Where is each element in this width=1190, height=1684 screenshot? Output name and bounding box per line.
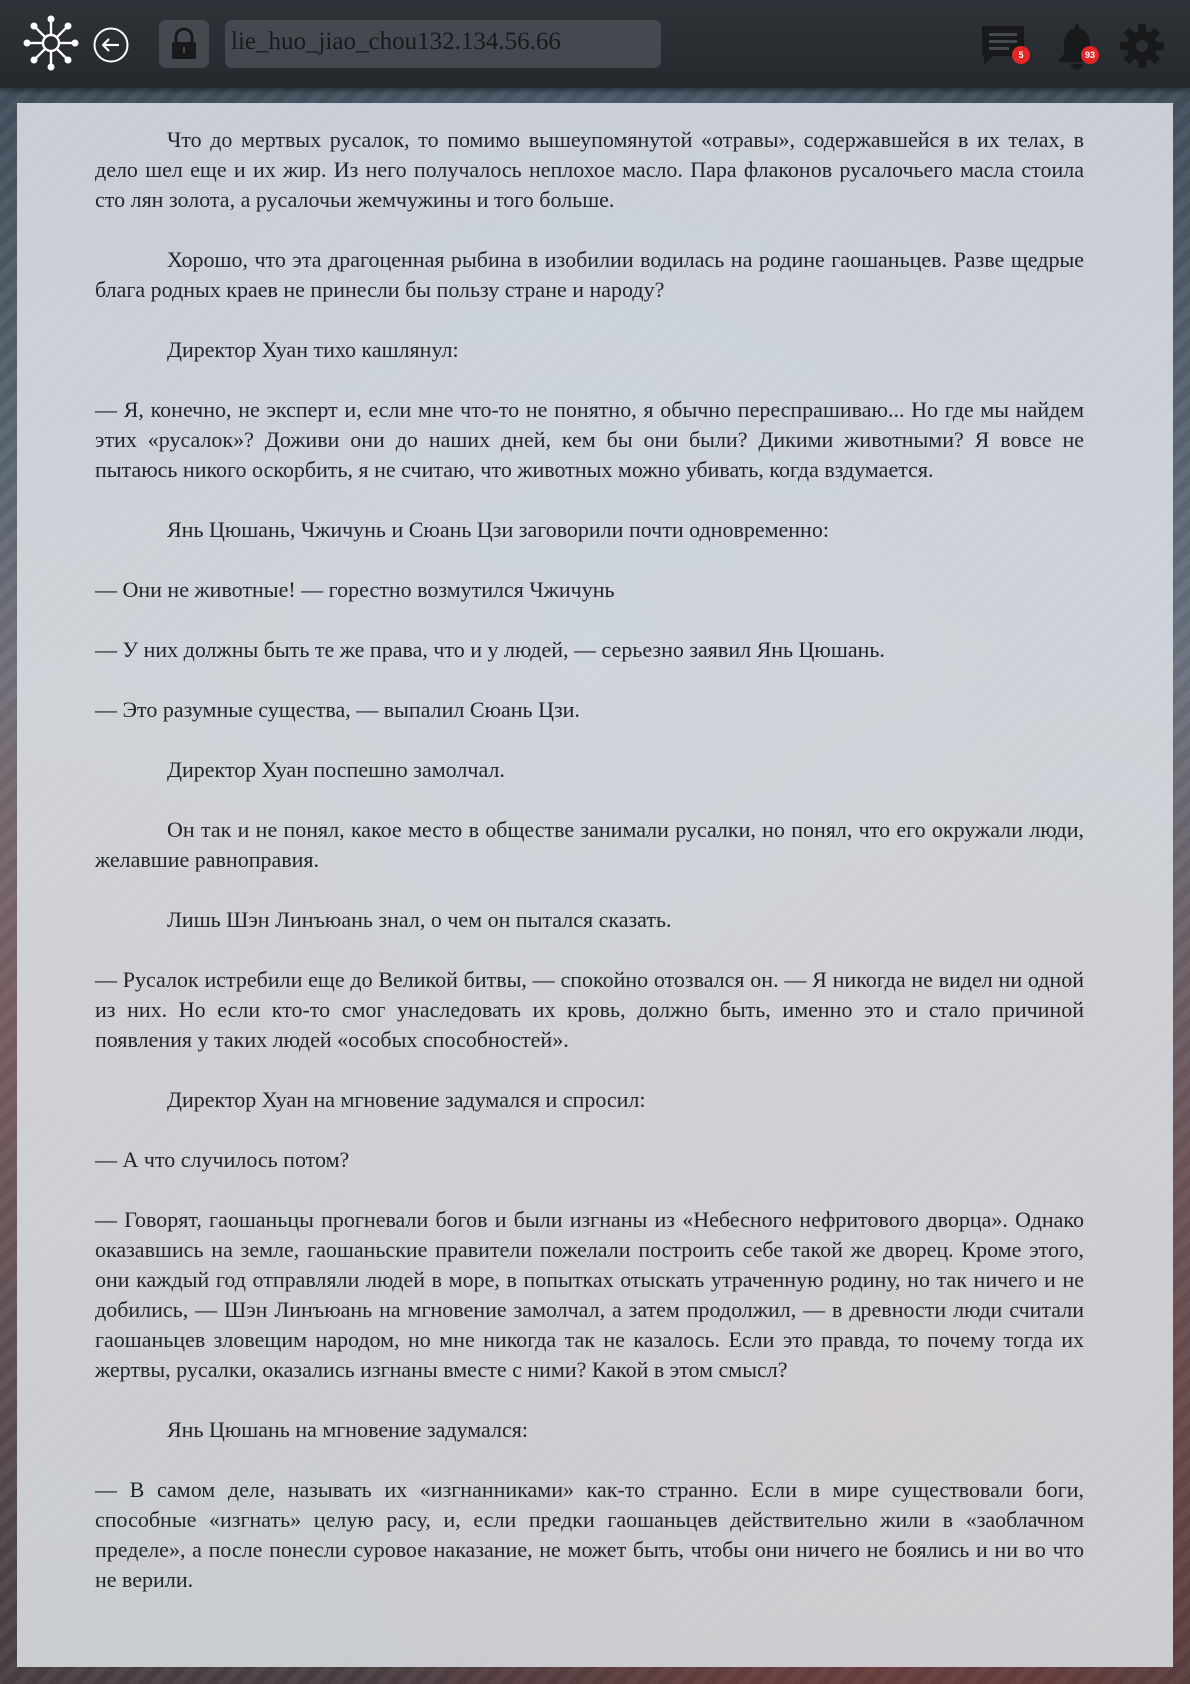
paragraph: Лишь Шэн Линъюань знал, о чем он пытался сказать.	[167, 907, 672, 932]
paragraph: Директор Хуан поспешно замолчал.	[167, 757, 505, 782]
paragraph: Янь Цюшань на мгновение задумался:	[167, 1417, 528, 1442]
paragraph: Янь Цюшань, Чжичунь и Сюань Цзи заговорили почти одновременно:	[167, 517, 829, 542]
top-bar	[0, 0, 1190, 88]
paragraph: — Я, конечно, не эксперт и, если мне что-то не понятно, я обычно переспрашиваю... Но где мы найдем этих «русалок»? Доживи они до наших дней, кем бы они были? Дикими животными? Я вовсе не пытаюсь никого оскорбить, я не считаю, что животных можно убивать, когда вздумается.	[95, 397, 1084, 482]
paragraph: Директор Хуан тихо кашлянул:	[167, 337, 459, 362]
paragraph: Он так и не понял, какое место в обществе занимали русалки, но понял, что его окружали люди, желавшие равноправия.	[95, 817, 1084, 872]
paragraph: Что до мертвых русалок, то помимо вышеупомянутой «отравы», содержавшейся в их телах, в дело шел еще и их жир. Из него получалось неплохое масло. Пара флаконов русалочьего масла стоила сто лян золота, а русалочьи жемчужины и того больше.	[95, 127, 1084, 212]
back-button[interactable]	[92, 26, 130, 64]
paragraph: — В самом деле, называть их «изгнанниками» как-то странно. Если в мире существовали боги, способные «изгнать» целую расу, и, если предки гаошаньцев действительно жили в «заоблачном пределе», а после понесли суровое наказание, не может быть, чтобы они ничего не боялись и ни во что не верили.	[95, 1477, 1084, 1592]
paragraph: — Они не животные! — горестно возмутился Чжичунь	[95, 577, 615, 602]
chapter-text	[95, 125, 1084, 1625]
paragraph: Директор Хуан на мгновение задумался и спросил:	[167, 1087, 646, 1112]
paragraph: — У них должны быть те же права, что и у людей, — серьезно заявил Янь Цюшань.	[95, 637, 885, 662]
paragraph: — А что случилось потом?	[95, 1147, 350, 1172]
paragraph: — Это разумные существа, — выпалил Сюань Цзи.	[95, 697, 580, 722]
notifications-badge: 93	[1081, 46, 1099, 64]
lock-icon	[169, 27, 199, 61]
address-field[interactable]: lie_huo_jiao_chou132.134.56.66	[225, 20, 661, 68]
notifications-button[interactable]	[1053, 22, 1101, 70]
network-hub-icon[interactable]	[22, 14, 80, 72]
messages-button[interactable]	[980, 22, 1028, 70]
back-arrow-icon	[92, 26, 130, 64]
reading-panel	[17, 103, 1173, 1667]
paragraph: — Говорят, гаошаньцы прогневали богов и были изгнаны из «Небесного нефритового дворца». Однако оказавшись на земле, гаошаньские правители пожелали построить себе такой же дворец. Кроме этого, они каждый год отправляли людей в море, в попытках отыскать утраченную родину, но так ничего и не добились, — Шэн Линъюань на мгновение замолчал, а затем продолжил, — в древности люди считали гаошаньцев зловещим народом, но мне никогда так не казалось. Если это правда, то почему тогда их жертвы, русалки, оказались изгнаны вместе с ними? Какой в этом смысл?	[95, 1207, 1084, 1382]
paragraph: Хорошо, что эта драгоценная рыбина в изобилии водилась на родине гаошаньцев. Разве щедрые блага родных краев не принесли бы пользу стране и народу?	[95, 247, 1084, 302]
settings-button[interactable]	[1118, 22, 1166, 70]
paragraph: — Русалок истребили еще до Великой битвы, — спокойно отозвался он. — Я никогда не видел ни одной из них. Но если кто-то смог унаследовать их кровь, должно быть, именно это и стало причиной появления у таких людей «особых способностей».	[95, 967, 1084, 1052]
gear-icon	[1118, 22, 1166, 70]
lock-button[interactable]	[159, 20, 209, 68]
messages-badge: 5	[1012, 46, 1030, 64]
